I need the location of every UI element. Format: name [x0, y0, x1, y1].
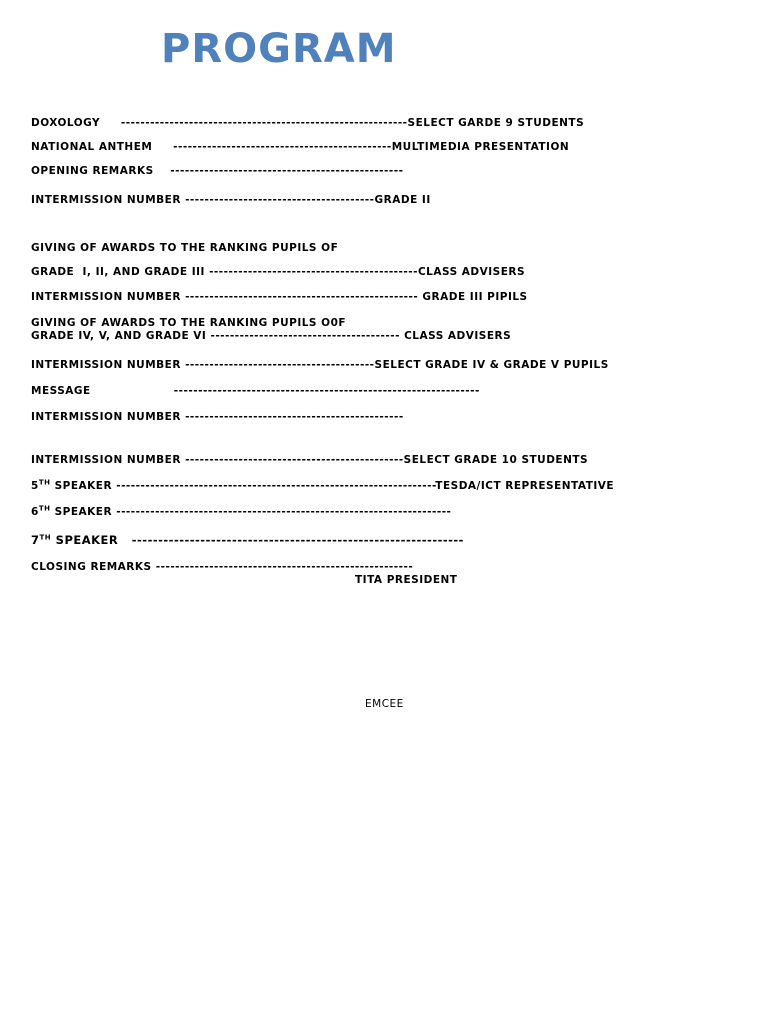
program-item-intermission-1: INTERMISSION NUMBER ---------------------------------------GRADE II — [31, 194, 431, 206]
program-item-awards-1-line-2: GRADE I, II, AND GRADE III -------------------------------------------CLASS ADVISERS — [31, 266, 526, 278]
program-item-5th-speaker — [31, 480, 614, 493]
speaker-5-number: 5 — [31, 480, 39, 492]
program-item-national-anthem: NATIONAL ANTHEM ---------------------------------------------MULTIMEDIA PRESENTATION — [31, 141, 570, 153]
program-item-intermission-3: INTERMISSION NUMBER ---------------------------------------SELECT GRADE IV & GRADE V PUPILS — [31, 359, 609, 371]
program-item-closing-remarks: CLOSING REMARKS ----------------------------------------------------- — [31, 561, 414, 573]
speaker-5-text: SPEAKER ------------------------------------------------------------------TESDA/ICT REPRESENTATIVE — [50, 480, 615, 492]
speaker-6-text: SPEAKER --------------------------------------------------------------------- — [50, 506, 452, 518]
speaker-5-ordinal: TH — [38, 478, 51, 487]
closing-remarks-speaker: TITA PRESIDENT — [355, 574, 458, 586]
program-item-awards-2-line-2: GRADE IV, V, AND GRADE VI --------------------------------------- CLASS ADVISERS — [31, 330, 512, 342]
program-item-message: MESSAGE --------------------------------------------------------------- — [31, 385, 480, 397]
program-item-7th-speaker — [31, 534, 464, 548]
emcee-label: EMCEE — [365, 698, 404, 710]
program-item-doxology: DOXOLOGY -----------------------------------------------------------SELECT GARDE 9 STUDENTS — [31, 117, 585, 129]
program-item-opening-remarks: OPENING REMARKS ------------------------------------------------ — [31, 165, 404, 177]
speaker-7-number: 7 — [31, 533, 40, 547]
program-item-awards-2-line-1: GIVING OF AWARDS TO THE RANKING PUPILS O0F — [31, 317, 347, 329]
program-item-intermission-2: INTERMISSION NUMBER ------------------------------------------------ GRADE III PIPILS — [31, 291, 528, 303]
program-item-intermission-4: INTERMISSION NUMBER --------------------------------------------- — [31, 411, 404, 423]
speaker-6-number: 6 — [31, 506, 39, 518]
program-item-intermission-5: INTERMISSION NUMBER ---------------------------------------------SELECT GRADE 10 STUDENTS — [31, 454, 589, 466]
program-item-awards-1-line-1: GIVING OF AWARDS TO THE RANKING PUPILS OF — [31, 242, 339, 254]
speaker-7-text: SPEAKER --------------------------------------------------------------- — [51, 533, 464, 547]
speaker-7-ordinal: TH — [39, 533, 52, 542]
speaker-6-ordinal: TH — [38, 504, 51, 513]
page-title: PROGRAM — [161, 26, 397, 72]
program-item-6th-speaker — [31, 506, 451, 519]
